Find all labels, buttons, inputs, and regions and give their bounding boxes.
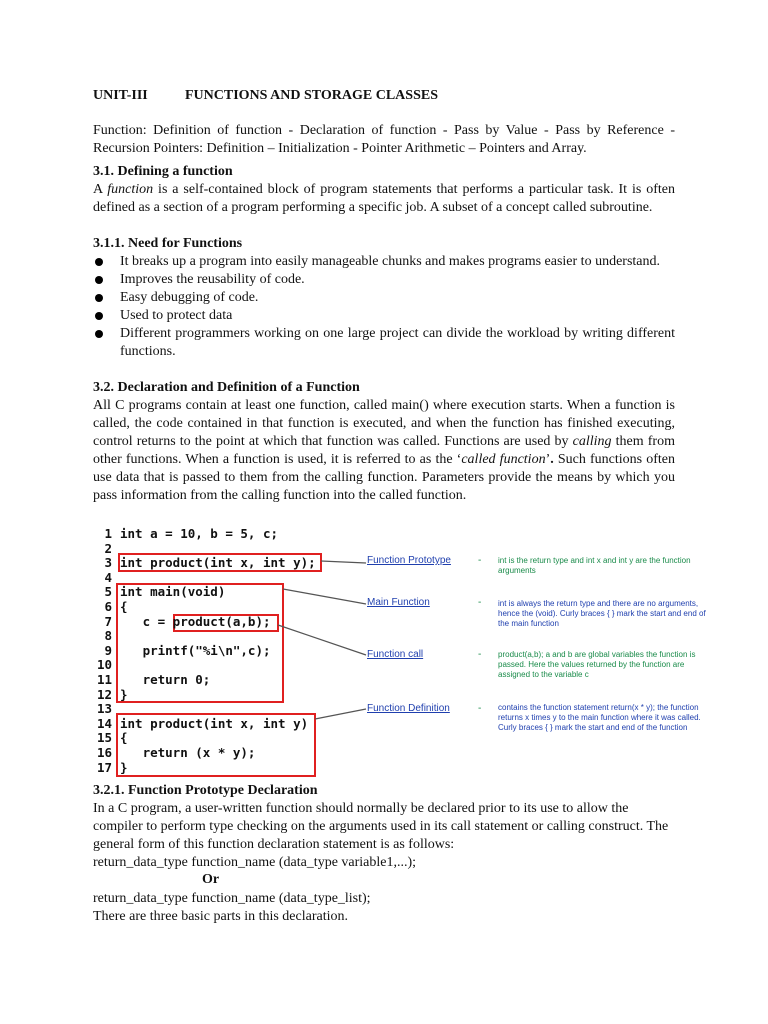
- text-run: .: [550, 452, 554, 467]
- section-3-1-paragraph: [93, 181, 675, 217]
- line-number: 3: [104, 555, 112, 571]
- line-number: 9: [104, 642, 112, 658]
- line-number: 13: [96, 701, 112, 717]
- label-dash: -: [478, 597, 482, 608]
- label-function-prototype: Function Prototype: [367, 555, 451, 566]
- text-run: them from other functions. When a function is used, it is referred to as the ‘: [93, 434, 675, 467]
- main-connector: [283, 589, 366, 604]
- line-number: 16: [96, 745, 112, 760]
- label-function-definition: Function Definition: [367, 703, 450, 714]
- code-line: [90, 613, 271, 629]
- code-line: [90, 599, 128, 614]
- code-line: [90, 584, 226, 600]
- declaration-form-1: return_data_type function_name (data_type variable1,...);: [93, 855, 417, 870]
- emphasis-function: function: [107, 182, 154, 197]
- code-text: return 0;: [120, 672, 211, 687]
- text-run: ’: [545, 452, 551, 467]
- code-line: [90, 657, 112, 672]
- code-text: {: [120, 599, 128, 614]
- code-text: int a = 10, b = 5, c;: [120, 526, 279, 541]
- section-3-2-paragraph: [93, 397, 675, 505]
- code-line: [90, 730, 128, 746]
- emphasis-calling: calling: [572, 434, 612, 449]
- line-number: 10: [96, 657, 112, 673]
- code-text: }: [120, 759, 128, 775]
- code-line: [90, 759, 128, 775]
- list-item: Used to protect data: [93, 307, 675, 325]
- line-number: 15: [96, 730, 112, 746]
- label-main-function: Main Function: [367, 597, 430, 608]
- text-run: All C programs contain at least one function, called main() where execution starts. When a function is called, the code contained in that function is executed, and when the function has finished executing, control returns to the point at which that function was called. Functions are used by: [93, 398, 675, 449]
- section-3-1-heading: 3.1. Defining a function: [93, 164, 233, 179]
- section-3-2-1-closing: There are three basic parts in this declaration.: [93, 909, 348, 924]
- code-text: return (x * y);: [120, 745, 256, 760]
- code-line: [90, 745, 256, 760]
- code-line: [90, 642, 271, 658]
- code-text: int main(void): [120, 584, 226, 600]
- note-function-definition: contains the function statement return(x * y); the function returns x times y to the main function where it was called. Curly braces { } mark the start and end of the function: [498, 703, 701, 732]
- label-dash: -: [478, 703, 482, 714]
- code-line: [90, 701, 112, 716]
- code-line: [90, 541, 112, 556]
- unit-heading: FUNCTIONS AND STORAGE CLASSES: [185, 88, 438, 103]
- code-line: [90, 715, 309, 731]
- text-run: A: [93, 182, 108, 197]
- code-text: c = product(a,b);: [120, 613, 271, 629]
- code-line: [90, 672, 211, 687]
- text-run: Such functions often use data that is passed to them from the calling function. Parameters provide the means by which you pass information from the calling function into the called function.: [93, 452, 676, 503]
- code-text: {: [120, 730, 128, 746]
- code-text: int product(int x, int y): [120, 715, 309, 731]
- code-line: [90, 526, 279, 541]
- list-item: Easy debugging of code.: [93, 289, 675, 307]
- need-for-functions-list: [93, 253, 675, 361]
- emphasis-called-function: called function: [461, 452, 546, 467]
- line-number: 7: [104, 613, 112, 629]
- line-number: 17: [96, 759, 112, 775]
- line-number: 12: [96, 686, 112, 702]
- line-number: 2: [104, 540, 112, 556]
- code-text: printf("%i\n",c);: [120, 642, 271, 658]
- note-function-call: product(a,b); a and b are global variables the function is passed. Here the values returned by the function are assigned to the variable c: [498, 650, 696, 679]
- line-number: 1: [104, 526, 112, 541]
- function-diagram-figure: [90, 523, 710, 778]
- code-text: }: [120, 686, 128, 702]
- code-line: [90, 686, 128, 702]
- section-3-2-heading: 3.2. Declaration and Definition of a Function: [93, 380, 360, 395]
- syllabus-paragraph: Function: Definition of function - Declaration of function - Pass by Value - Pass by Reference - Recursion Pointers: Definition – Initialization - Pointer Arithmetic – Pointers and Array.: [93, 123, 675, 156]
- line-number: 14: [96, 715, 112, 731]
- section-3-1-1-heading: 3.1.1. Need for Functions: [93, 236, 243, 251]
- code-text: int product(int x, int y);: [120, 555, 316, 571]
- definition-connector: [315, 709, 366, 719]
- note-main-function: int is always the return type and there are no arguments, hence the (void). Curly braces { } mark the start and end of the main function: [498, 599, 706, 628]
- code-line: [90, 570, 112, 585]
- call-connector: [278, 625, 366, 655]
- line-number: 5: [104, 584, 112, 600]
- or-separator: Or: [202, 872, 220, 887]
- unit-title: [93, 87, 675, 105]
- unit-number: UNIT-III: [93, 88, 148, 103]
- code-line: [90, 555, 316, 571]
- prototype-connector: [321, 561, 366, 563]
- code-line: [90, 628, 112, 643]
- note-function-prototype: int is the return type and int x and int y are the function arguments: [498, 556, 691, 575]
- label-dash: -: [478, 649, 482, 660]
- line-number: 8: [104, 628, 112, 644]
- list-item: Improves the reusability of code.: [93, 271, 675, 289]
- list-item: It breaks up a program into easily manageable chunks and makes programs easier to understand.: [93, 253, 675, 271]
- text-run: is a self-contained block of program statements that performs a particular task. It is often defined as a section of a program performing a specific job. A subset of a concept called subroutine.: [93, 182, 675, 215]
- list-item: Different programmers working on one large project can divide the workload by writing different functions.: [93, 325, 675, 361]
- declaration-form-2: return_data_type function_name (data_type_list);: [93, 891, 371, 906]
- label-dash: -: [478, 555, 482, 566]
- section-3-2-1-paragraph: In a C program, a user-written function should normally be declared prior to its use to allow the compiler to perform type checking on the arguments used in its call statement or calling construct. The general form of this function declaration statement is as follows:: [93, 801, 669, 852]
- line-number: 11: [96, 672, 112, 687]
- section-3-2-1-heading: 3.2.1. Function Prototype Declaration: [93, 783, 318, 798]
- label-function-call: Function call: [367, 649, 424, 660]
- line-number: 4: [104, 569, 112, 585]
- line-number: 6: [104, 599, 112, 614]
